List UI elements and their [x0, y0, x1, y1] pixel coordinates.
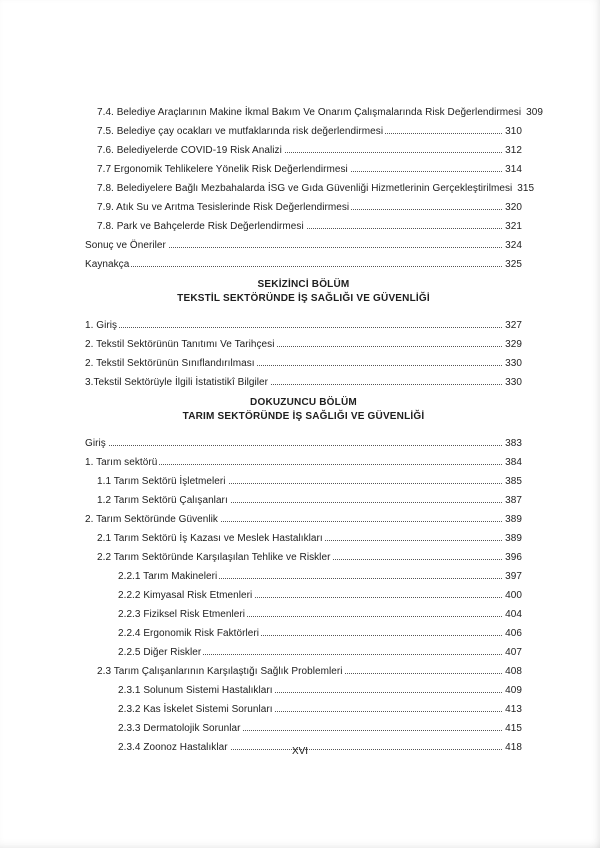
- toc-entry-title: 1.2 Tarım Sektörü Çalışanları: [85, 495, 230, 506]
- toc-entry: [85, 506, 522, 525]
- toc-entry: [85, 449, 522, 468]
- toc-entry: [85, 715, 522, 734]
- toc-entry-title: 2.3 Tarım Çalışanlarının Karşılaştığı Sağlık Problemleri: [85, 666, 345, 677]
- toc-entry-title: 2.3.1 Solunum Sistemi Hastalıkları: [85, 685, 275, 696]
- toc-entry-title: 7.4. Belediye Araçlarının Makine İkmal Bakım Ve Onarım Çalışmalarında Risk Değerlendirmesi: [85, 107, 523, 118]
- toc-section-9-list: [85, 430, 522, 753]
- toc-entry-page: 324: [502, 240, 522, 251]
- toc-entry: [85, 118, 522, 137]
- toc-entry-page: 320: [502, 202, 522, 213]
- page-number: XVI: [291, 746, 309, 757]
- toc-section-7-list: [85, 99, 543, 270]
- toc-entry: [85, 544, 522, 563]
- toc-entry-title: 2.3.4 Zoonoz Hastalıklar: [85, 742, 230, 753]
- toc-entry: [85, 582, 522, 601]
- toc-entry: [85, 350, 522, 369]
- toc-entry-title: 2.2.1 Tarım Makineleri: [85, 571, 219, 582]
- toc-entry: [85, 525, 522, 544]
- toc-entry: [85, 487, 522, 506]
- section-8-heading: [85, 278, 522, 306]
- toc-entry-page: 404: [502, 609, 522, 620]
- toc-entry-page: 315: [514, 183, 534, 194]
- dot-leader: [85, 327, 522, 328]
- toc-entry-page: 312: [502, 145, 522, 156]
- toc-entry: [85, 156, 522, 175]
- toc-entry-title: 7.8. Belediyelere Bağlı Mezbahalarda İSG ve Gıda Güvenliği Hizmetlerinin Gerçekleştirilmesi: [85, 183, 514, 194]
- toc-entry-page: 321: [502, 221, 522, 232]
- toc-entry-title: 2. Tarım Sektöründe Güvenlik: [85, 514, 218, 525]
- toc-entry-title: 1. Tarım sektörü: [85, 457, 158, 468]
- toc-entry-title: 2.2 Tarım Sektöründe Karşılaşılan Tehlike ve Riskler: [85, 552, 332, 563]
- toc-entry-page: 408: [502, 666, 522, 677]
- toc-entry-page: 327: [502, 320, 522, 331]
- toc-entry-title: 1. Giriş: [85, 320, 118, 331]
- toc-entry-title: 2.2.5 Diğer Riskler: [85, 647, 203, 658]
- toc-entry-title: 7.9. Atık Su ve Arıtma Tesislerinde Risk Değerlendirmesi: [85, 202, 351, 213]
- toc-entry: [85, 430, 522, 449]
- toc-entry-title: 2. Tekstil Sektörünün Tanıtımı Ve Tarihçesi: [85, 339, 275, 350]
- toc-entry-page: 397: [502, 571, 522, 582]
- toc-entry: [85, 563, 522, 582]
- toc-entry: [85, 620, 522, 639]
- section-9-heading: [85, 396, 522, 424]
- toc-entry-title: 7.8. Park ve Bahçelerde Risk Değerlendirmesi: [85, 221, 306, 232]
- toc-entry-title: 2.2.2 Kimyasal Risk Etmenleri: [85, 590, 254, 601]
- section-9-chapter-label: DOKUZUNCU BÖLÜM: [250, 397, 357, 408]
- toc-entry: [85, 175, 535, 194]
- toc-entry-page: 407: [502, 647, 522, 658]
- toc-entry-page: 384: [502, 457, 522, 468]
- toc-entry: [85, 251, 522, 270]
- toc-entry: [85, 696, 522, 715]
- toc-entry-page: 413: [502, 704, 522, 715]
- toc-entry-page: 415: [502, 723, 522, 734]
- toc-entry: [85, 99, 543, 118]
- toc-entry-page: 309: [523, 107, 543, 118]
- section-8-title: TEKSTİL SEKTÖRÜNDE İŞ SAĞLIĞI VE GÜVENLİĞİ: [177, 293, 430, 304]
- toc-entry: [85, 213, 522, 232]
- toc-entry: [85, 312, 522, 331]
- toc-entry-title: Kaynakça: [85, 259, 130, 270]
- toc-entry-page: 314: [502, 164, 522, 175]
- toc-entry-page: 396: [502, 552, 522, 563]
- section-8-chapter-label: SEKİZİNCİ BÖLÜM: [257, 279, 350, 290]
- toc-entry: [85, 194, 522, 213]
- toc-entry-title: 7.6. Belediyelerde COVID-19 Risk Analizi: [85, 145, 284, 156]
- toc-entry: [85, 658, 522, 677]
- toc-entry-page: 389: [502, 533, 522, 544]
- toc-entry: [85, 232, 522, 251]
- toc-entry-page: 325: [502, 259, 522, 270]
- toc-entry-page: 330: [502, 358, 522, 369]
- toc-entry-title: 2.2.4 Ergonomik Risk Faktörleri: [85, 628, 261, 639]
- toc-entry-title: 2. Tekstil Sektörünün Sınıflandırılması: [85, 358, 255, 369]
- toc-entry: [85, 331, 522, 350]
- toc-entry-page: 330: [502, 377, 522, 388]
- toc-entry-title: 2.1 Tarım Sektörü İş Kazası ve Meslek Hastalıkları: [85, 533, 325, 544]
- toc-entry-page: 418: [502, 742, 522, 753]
- toc-entry-title: 7.5. Belediye çay ocakları ve mutfaklarında risk değerlendirmesi: [85, 126, 385, 137]
- toc-entry: [85, 468, 522, 487]
- toc-entry-page: 310: [502, 126, 522, 137]
- toc-entry-page: 406: [502, 628, 522, 639]
- toc-entry-page: 389: [502, 514, 522, 525]
- toc-entry: [85, 601, 522, 620]
- toc-entry-title: 2.2.3 Fiziksel Risk Etmenleri: [85, 609, 247, 620]
- toc-entry-page: 400: [502, 590, 522, 601]
- toc-entry-title: Sonuç ve Öneriler: [85, 240, 166, 251]
- toc-entry: [85, 677, 522, 696]
- dot-leader: [85, 266, 522, 267]
- toc-entry-page: 383: [502, 438, 522, 449]
- toc-entry-page: 387: [502, 495, 522, 506]
- dot-leader: [85, 445, 522, 446]
- toc-entry-title: 7.7 Ergonomik Tehlikelere Yönelik Risk Değerlendirmesi: [85, 164, 350, 175]
- toc-entry-title: 1.1 Tarım Sektörü İşletmeleri: [85, 476, 228, 487]
- toc-entry-title: 3.Tekstil Sektörüyle İlgili İstatistikî Bilgiler: [85, 377, 269, 388]
- toc-entry-title: 2.3.3 Dermatolojik Sorunlar: [85, 723, 243, 734]
- toc-entry-page: 409: [502, 685, 522, 696]
- toc-entry-page: 385: [502, 476, 522, 487]
- toc-entry-page: 329: [502, 339, 522, 350]
- section-9-title: TARIM SEKTÖRÜNDE İŞ SAĞLIĞI VE GÜVENLİĞİ: [182, 411, 425, 422]
- toc-entry: [85, 639, 522, 658]
- toc-section-8-list: [85, 312, 522, 388]
- toc-entry: [85, 369, 522, 388]
- toc-entry: [85, 137, 522, 156]
- toc-entry-title: 2.3.2 Kas İskelet Sistemi Sorunları: [85, 704, 275, 715]
- toc-entry-title: Giriş: [85, 438, 106, 449]
